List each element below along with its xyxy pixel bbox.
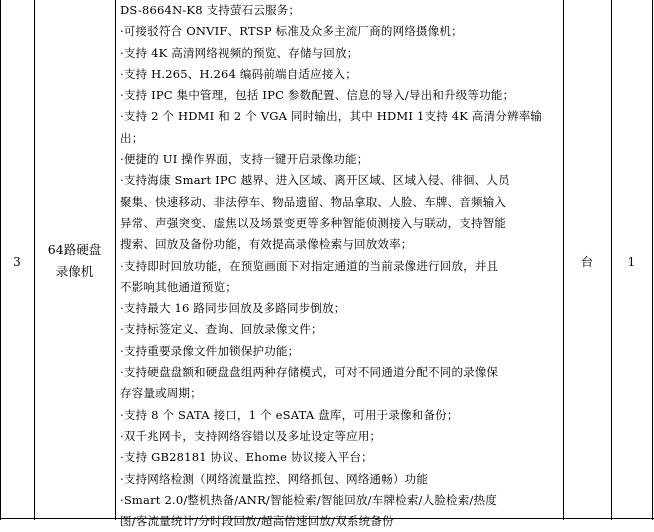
spec-line: 图/客流量统计/分时段回放/超高倍速回放/双系统备份 <box>120 514 394 529</box>
spec-line: 存容量或周期； <box>120 386 202 401</box>
spec-line: ·支持硬盘盘额和硬盘盘组两种存储模式，可对不同通道分配不同的录像保 <box>120 365 499 380</box>
spec-description <box>120 0 560 532</box>
col-border-2 <box>115 0 116 520</box>
col-border-1 <box>34 0 35 520</box>
spec-line: ·支持即时回放功能，在预览画面下对指定通道的当前录像进行回放，并且 <box>120 258 499 273</box>
spec-line: 异常、声强突变、虚焦以及场景变更等多种智能侦测接入与联动，支持智能 <box>120 215 507 230</box>
spec-line: ·支持 4K 高清网络视频的预览、存储与回放； <box>120 45 359 60</box>
col-border-right <box>652 0 653 520</box>
spec-line: 搜索、回放及备份功能，有效提高录像检索与回放效率； <box>120 237 413 252</box>
spec-line: ·支持网络检测（网络流量监控、网络抓包、网络通畅）功能 <box>120 471 429 486</box>
product-name-line2: 录像机 <box>55 264 94 279</box>
quantity-cell: 1 <box>627 255 636 269</box>
spec-line: ·支持标签定义、查询、回放录像文件； <box>120 322 323 337</box>
row-index: 3 <box>13 255 21 269</box>
spec-line: ·支持 H.265、H.264 编码前端自适应接入； <box>120 66 357 81</box>
product-name-line1: 64路硬盘 <box>47 242 102 257</box>
spec-line: ·支持 GB28181 协议、Ehome 协议接入平台； <box>120 450 373 465</box>
spec-line: ·支持最大 16 路同步回放及多路同步倒放； <box>120 301 346 316</box>
spec-line: ·支持 IPC 集中管理，包括 IPC 参数配置、信息的导入/导出和升级等功能； <box>120 88 515 103</box>
spec-line: 出； <box>120 130 144 145</box>
spec-line: ·便捷的 UI 操作界面，支持一键开启录像功能； <box>120 152 369 167</box>
spec-line: ·支持重要录像文件加锁保护功能； <box>120 343 300 358</box>
spec-line: ·可接驳符合 ONVIF、RTSP 标准及众多主流厂商的网络摄像机； <box>120 24 463 39</box>
spec-line: ·支持 2 个 HDMI 和 2 个 VGA 同时输出，其中 HDMI 1支持 4K 高清分辨率输 <box>120 109 543 124</box>
spec-line: ·支持海康 Smart IPC 越界、进入区域、离开区域、区域入侵、徘徊、人员 <box>120 173 510 188</box>
spec-line: ·双千兆网卡，支持网络容错以及多址设定等应用； <box>120 428 382 443</box>
spec-line: ·支持 8 个 SATA 接口，1 个 eSATA 盘库，可用于录像和备份； <box>120 407 459 422</box>
unit-cell: 台 <box>580 255 593 269</box>
spec-line: 聚集、快速移动、非法停车、物品遗留、物品拿取、人脸、车牌、音频输入 <box>120 194 507 209</box>
spec-line: 不影响其他通道预览； <box>120 279 237 294</box>
spec-line: ·Smart 2.0/整机热备/ANR/智能检索/智能回放/车牌检索/人脸检索/热度 <box>120 492 497 507</box>
spec-line: DS-8664N-K8 支持萤石云服务； <box>120 3 301 17</box>
